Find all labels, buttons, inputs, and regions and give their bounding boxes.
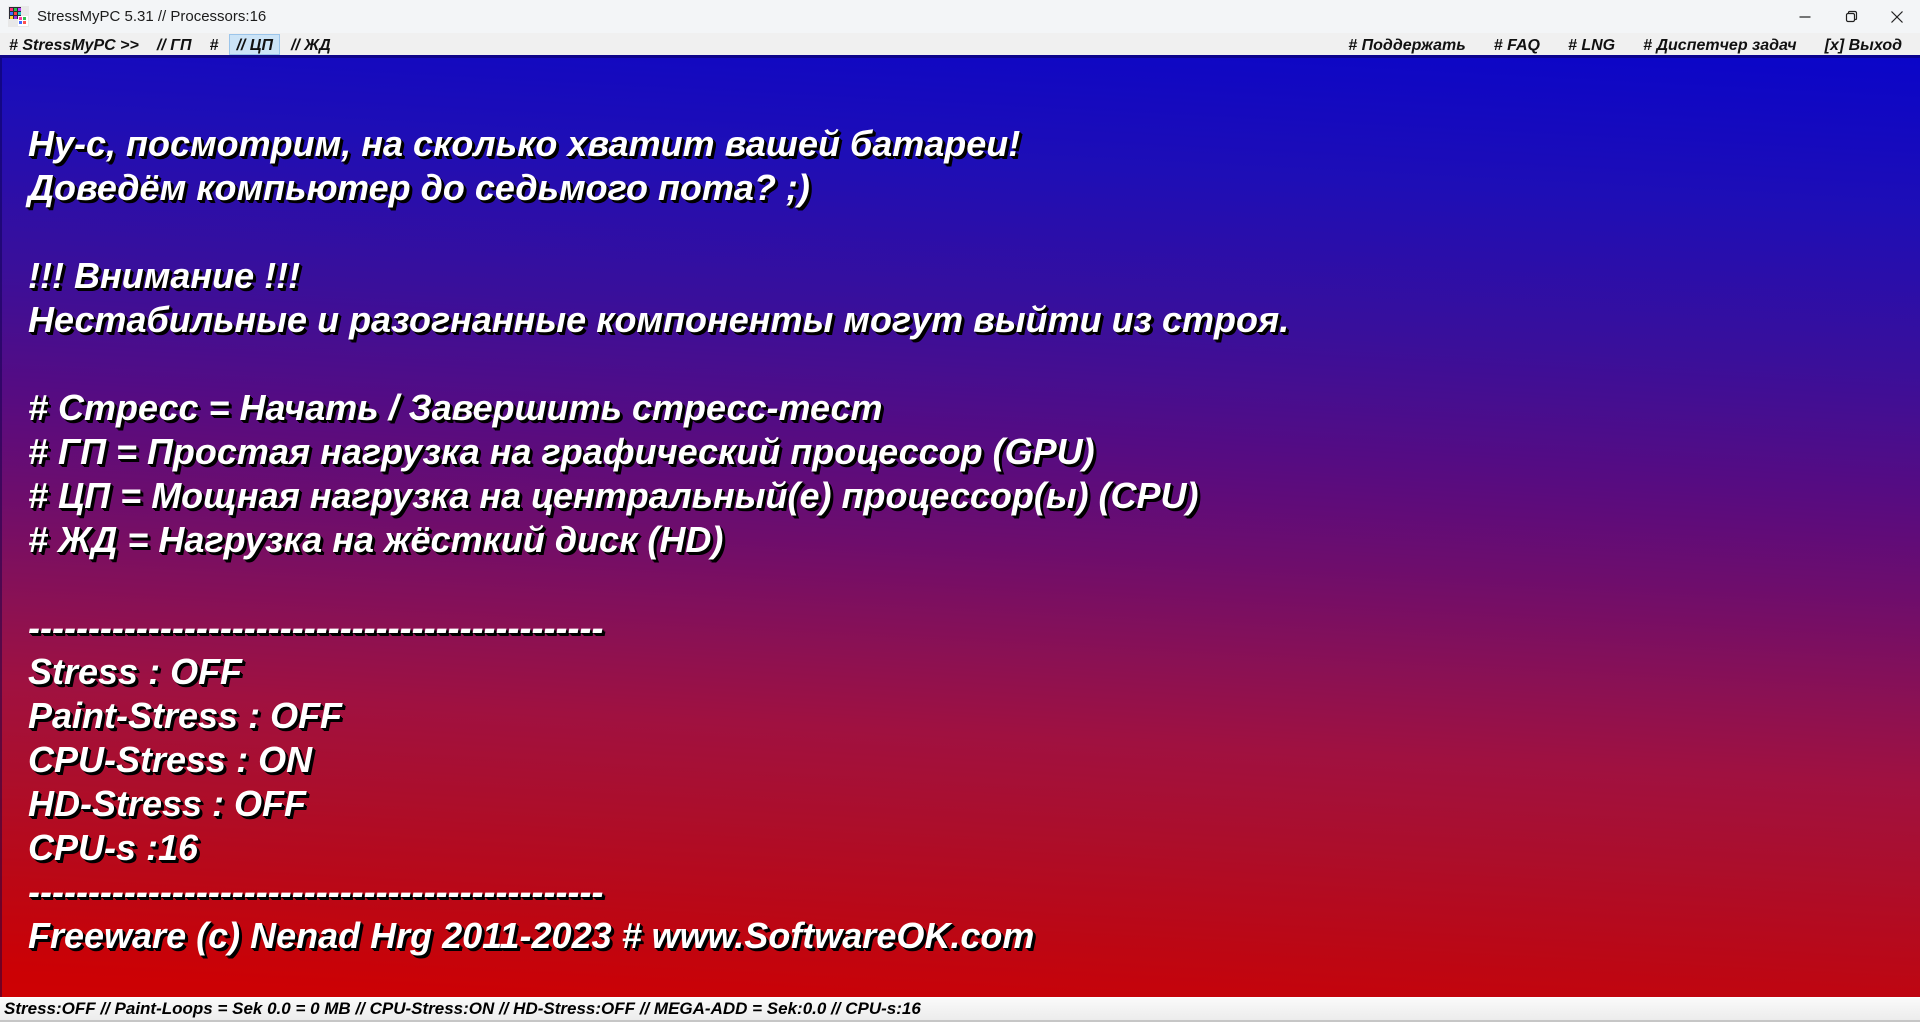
stress-output-line: # ГП = Простая нагрузка на графический процессор (GPU) (28, 431, 1095, 472)
stress-output-line (28, 342, 1920, 386)
stress-output-line: CPU-s :16 (28, 827, 199, 868)
stress-output-line: Paint-Stress : OFF (28, 695, 343, 736)
menu-left (2, 33, 342, 55)
stress-output-line: Нестабильные и разогнанные компоненты могут выйти из строя. (28, 299, 1290, 340)
close-button[interactable] (1874, 0, 1920, 33)
stress-output-line: Доведём компьютер до седьмого пота? ;) (28, 167, 810, 208)
stress-output-line: ------------------------------------------------ (28, 871, 604, 912)
minimize-icon (1799, 11, 1811, 23)
stress-output-line: CPU-Stress : ON (28, 739, 313, 780)
window-title: StressMyPC 5.31 // Processors:16 (37, 8, 267, 25)
menu-item-stress[interactable]: # (209, 36, 219, 54)
titlebar (0, 0, 1920, 33)
restore-icon (1845, 10, 1858, 23)
close-icon (1891, 11, 1903, 23)
stress-output-line: ------------------------------------------------ (28, 607, 604, 648)
status-text: Stress:OFF // Paint-Loops = Sek 0.0 = 0 MB // CPU-Stress:ON // HD-Stress:OFF // MEGA-ADD = Sek:0.0 // CPU-s:16 (4, 999, 921, 1018)
stress-output-line: !!! Внимание !!! (28, 255, 301, 296)
menu-right (1327, 33, 1909, 55)
menu-item-task-manager[interactable]: # Диспетчер задач (1643, 36, 1797, 54)
window-controls (1782, 0, 1920, 33)
menu-item-donate[interactable]: # Поддержать (1348, 36, 1466, 54)
stress-output-line: Freeware (c) Nenad Hrg 2011-2023 # www.SoftwareOK.com (28, 915, 1035, 956)
menu-item-cpu[interactable]: // ЦП (229, 34, 280, 55)
menubar (0, 33, 1920, 55)
stress-output (0, 55, 1920, 997)
menu-item-faq[interactable]: # FAQ (1493, 36, 1540, 54)
stress-output-line: # ЦП = Мощная нагрузка на центральный(е) процессор(ы) (CPU) (28, 475, 1199, 516)
menu-item-stressmypc[interactable]: # StressMyPC >> (9, 36, 139, 54)
stress-output-line: HD-Stress : OFF (28, 783, 307, 824)
menu-item-lng[interactable]: # LNG (1568, 36, 1616, 54)
stress-output-line: Ну-с, посмотрим, на сколько хватит вашей батареи! (28, 123, 1021, 164)
stress-output-line: Stress : OFF (28, 651, 243, 692)
minimize-button[interactable] (1782, 0, 1828, 33)
menu-item-hdd[interactable]: // ЖД (290, 36, 331, 54)
stress-output-line: # ЖД = Нагрузка на жёсткий диск (HD) (28, 519, 724, 560)
app-icon (8, 6, 29, 27)
menu-item-gpu[interactable]: // ГП (156, 36, 192, 54)
statusbar (0, 997, 1920, 1022)
stress-output-line (28, 210, 1920, 254)
stress-output-line: # Стресс = Начать / Завершить стресс-тест (28, 387, 883, 428)
menu-item-exit[interactable]: [x] Выход (1824, 36, 1902, 54)
restore-button[interactable] (1828, 0, 1874, 33)
stress-output-line (28, 562, 1920, 606)
